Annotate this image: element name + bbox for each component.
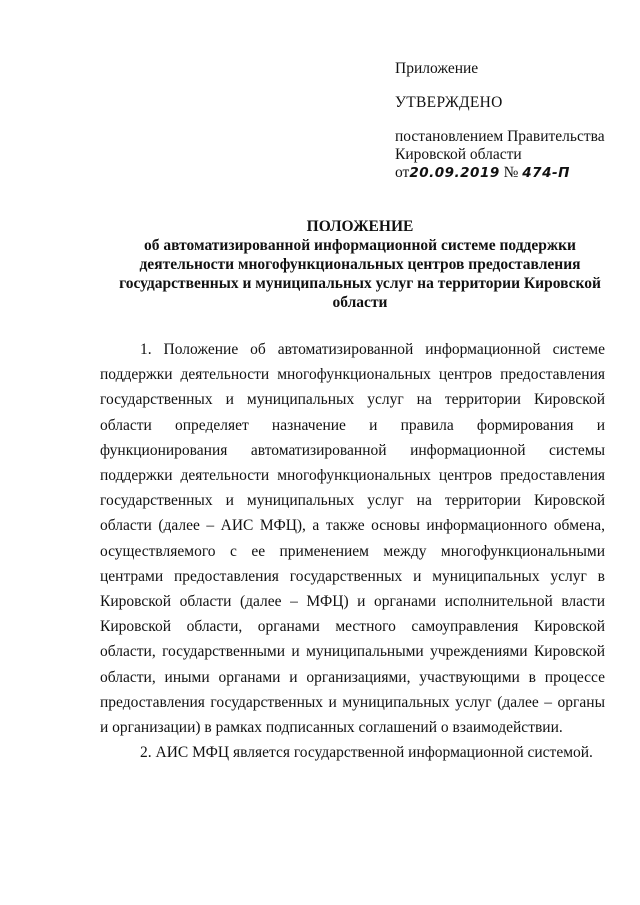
paragraph-1: 1. Положение об автоматизированной информационной системе поддержки деятельности многофункциональных центров предоставления государственных и муниципальных услуг на территории Кировской области определяет назначение и правила формирования и функционирования автоматизированной информационной системы поддержки деятельности многофункциональных центров предоставления государственных и муниципальных услуг на территории Кировской области (далее – АИС МФЦ), а также основы информационного обмена, осуществляемого с ее применением между многофункциональными центрами предоставления государственных и муниципальных услуг в Кировской области (далее – МФЦ) и органами исполнительной власти Кировской области, органами местного самоуправления Кировской области, государственными и муниципальными учреждениями Кировской области, иными органами и организациями, участвующими в процессе предоставления государственных и муниципальных услуг (далее – органы и организации) в рамках подписанных соглашений о взаимодействии. [100,341,605,737]
document-body [100,337,605,765]
paragraph-2: 2. АИС МФЦ является государственной информационной системой. [140,744,593,762]
appendix-label: Приложение [395,60,479,77]
resolution-line-2: Кировской области [395,146,522,163]
document-title [100,217,620,312]
title-subtitle: об автоматизированной информационной системе поддержки деятельности многофункциональных центров предоставления государственных и муниципальных услуг на территории Кировской области [119,237,601,311]
approval-block [395,60,630,182]
title-heading: ПОЛОЖЕНИЕ [306,218,414,235]
handwritten-date: 20.09.2019 [409,165,500,181]
number-prefix: № [503,164,519,181]
handwritten-number: 474-П [522,165,570,181]
approved-label: УТВЕРЖДЕНО [395,94,503,111]
resolution-date-line [395,164,630,182]
resolution-line-1: постановлением Правительства [395,128,605,145]
date-prefix: от [395,164,410,181]
